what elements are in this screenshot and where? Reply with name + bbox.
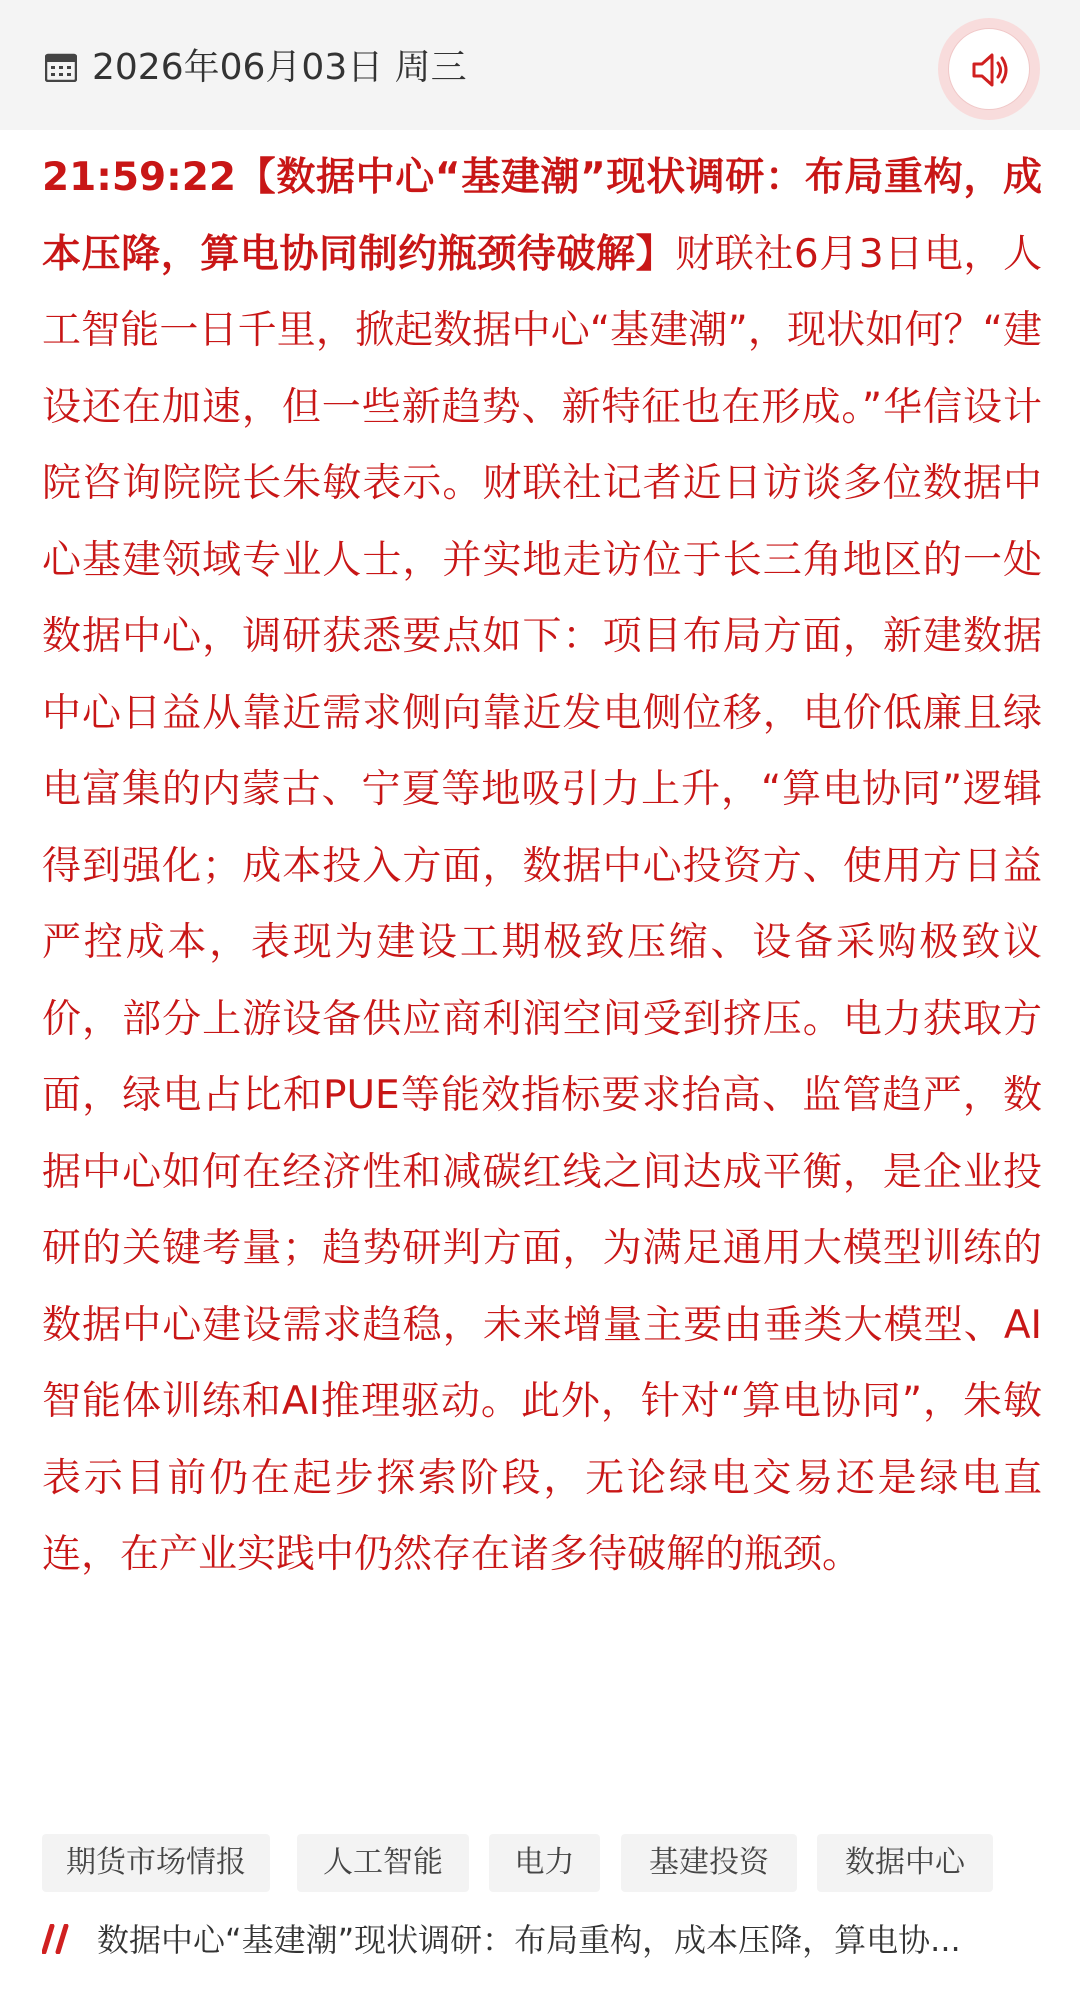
speaker-icon	[968, 48, 1012, 92]
tag-electricity[interactable]: 电力	[489, 1834, 600, 1892]
read-aloud-button[interactable]	[938, 18, 1040, 120]
article-body: 财联社6月3日电，人工智能一日千里，掀起数据中心“基建潮”，现状如何？“建设还在加速，但一些新趋势、新特征也在形成。”华信设计院咨询院院长朱敏表示。财联社记者近日访谈多位数据中心基建领域专业人士，并实地走访位于长三角地区的一处数据中心，调研获悉要点如下：项目布局方面，新建数据中心日益从靠近需求侧向靠近发电侧位移，电价低廉且绿电富集的内蒙古、宁夏等地吸引力上升，“算电协同”逻辑得到强化；成本投入方面，数据中心投资方、使用方日益严控成本，表现为建设工期极致压缩、设备采购极致议价，部分上游设备供应商利润空间受到挤压。电力获取方面，绿电占比和PUE等能效指标要求抬高、监管趋严，数据中心如何在经济性和减碳红线之间达成平衡，是企业投研的关键考量；趋势研判方面，为满足通用大模型训练的数据中心建设需求趋稳，未来增量主要由垂类大模型、AI智能体训练和AI推理驱动。此外，针对“算电协同”，朱敏表示目前仍在起步探索阶段，无论绿电交易还是绿电直连，在产业实践中仍然存在诸多待破解的瓶颈。	[42, 231, 1042, 1577]
tag-infrastructure-investment[interactable]: 基建投资	[621, 1834, 797, 1892]
article-title: 【数据中心“基建潮”现状调研：布局重构，成本压降，算电协同制约瓶颈待破解】	[42, 155, 1042, 277]
tag-artificial-intelligence[interactable]: 人工智能	[297, 1834, 469, 1892]
publish-date: 2026年06月03日 周三	[92, 47, 467, 88]
article-content	[42, 140, 1042, 1594]
double-slash-icon	[42, 1924, 76, 1954]
related-article-link[interactable]	[42, 1912, 1042, 1968]
tag-futures-market[interactable]: 期货市场情报	[42, 1834, 270, 1892]
related-article-title[interactable]: 数据中心“基建潮”现状调研：布局重构，成本压降，算电协...	[97, 1921, 961, 1959]
header-bar	[0, 0, 1080, 130]
tag-data-center[interactable]: 数据中心	[817, 1834, 993, 1892]
article-time: 21:59:22	[42, 155, 237, 200]
tag-list	[42, 1834, 1042, 1894]
calendar-icon	[45, 52, 77, 82]
